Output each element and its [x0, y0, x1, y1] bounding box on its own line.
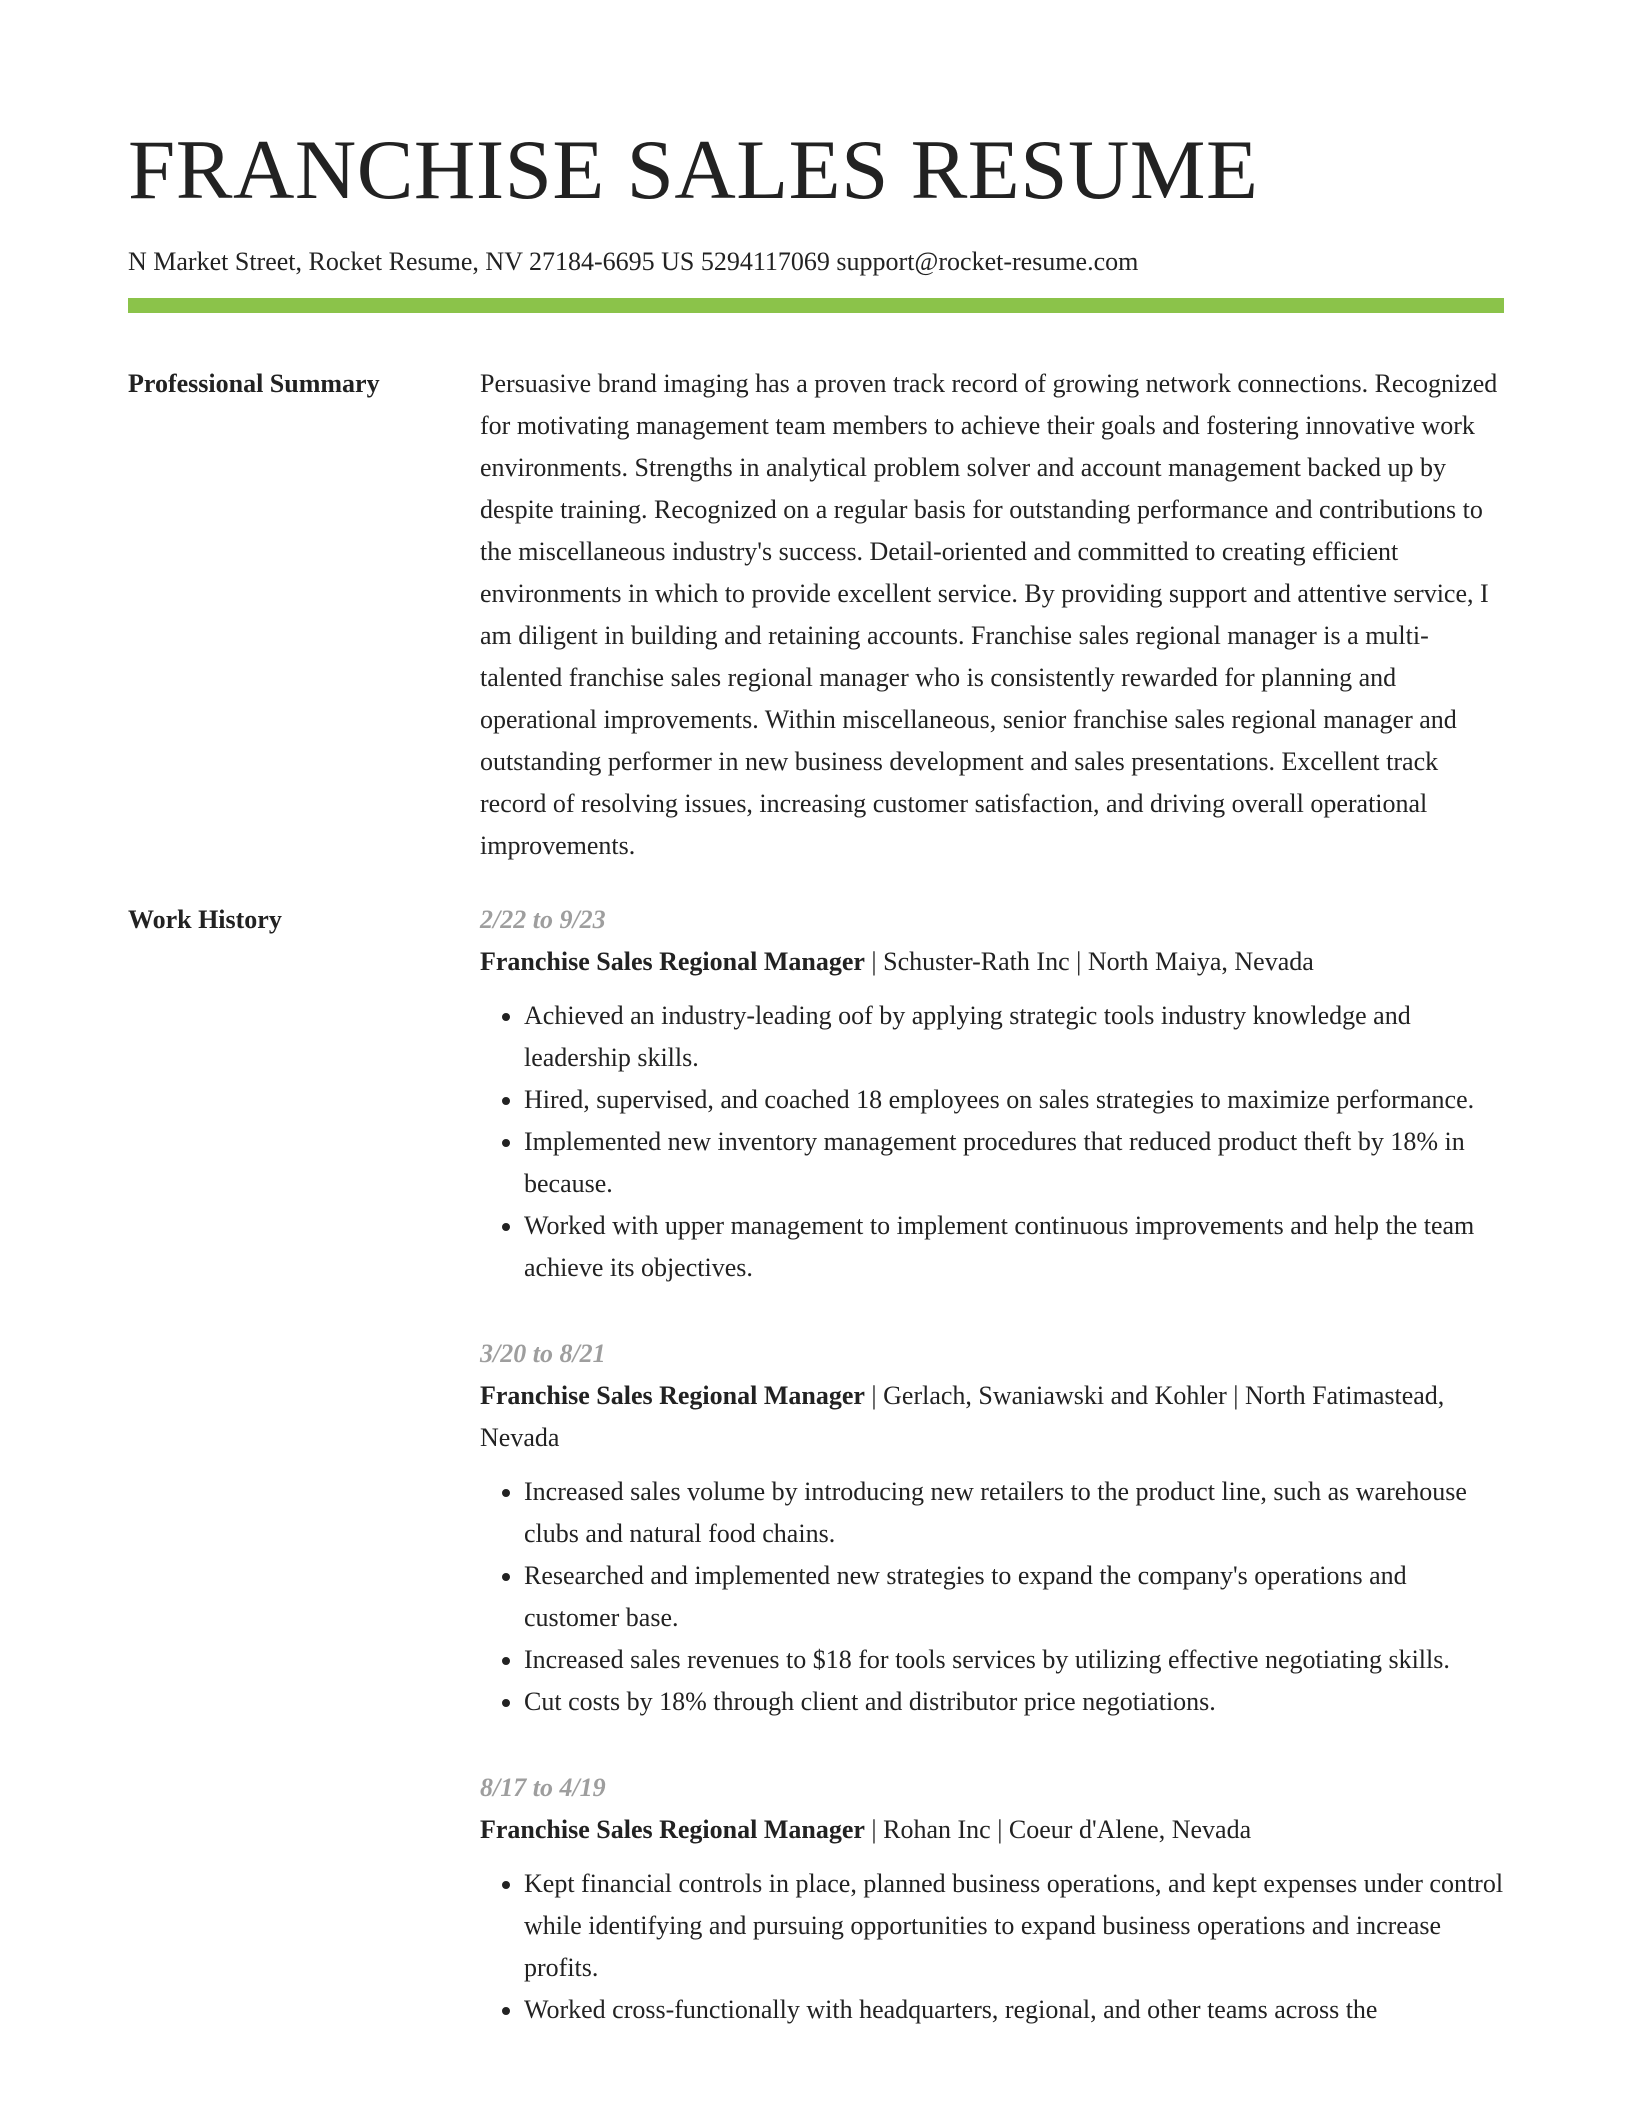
- job-dates: 2/22 to 9/23: [480, 905, 606, 934]
- job-details: | Schuster-Rath Inc | North Maiya, Nevada: [864, 947, 1314, 976]
- job-bullets: [480, 995, 1504, 1289]
- job-bullet: • Achieved an industry-leading oof by applying strategic tools industry knowledge and leadership skills.: [524, 995, 1504, 1079]
- summary-body: [480, 363, 1504, 867]
- job-title: Franchise Sales Regional Manager: [480, 947, 865, 976]
- job-bullet: • Hired, supervised, and coached 18 employees on sales strategies to maximize performance.: [524, 1079, 1504, 1121]
- job-bullets: [480, 1471, 1504, 1723]
- work-history-section: [128, 899, 1504, 2075]
- job-entry: [480, 1767, 1504, 2031]
- resume-page: [128, 0, 1504, 2075]
- job-heading: [480, 1375, 1504, 1459]
- job-bullet: • Cut costs by 18% through client and distributor price negotiations.: [524, 1681, 1504, 1723]
- job-entry: [480, 899, 1504, 1289]
- job-bullet: • Worked with upper management to implement continuous improvements and help the team achieve its objectives.: [524, 1205, 1504, 1289]
- job-title: Franchise Sales Regional Manager: [480, 1381, 865, 1410]
- job-title: Franchise Sales Regional Manager: [480, 1815, 865, 1844]
- job-bullet: • Implemented new inventory management procedures that reduced product theft by 18% in because.: [524, 1121, 1504, 1205]
- header-divider: [128, 298, 1504, 313]
- professional-summary-section: [128, 363, 1504, 867]
- work-history-body: [480, 899, 1504, 2075]
- job-dates: 3/20 to 8/21: [480, 1339, 606, 1368]
- resume-title: FRANCHISE SALES RESUME: [128, 123, 1259, 217]
- job-entry: [480, 1333, 1504, 1723]
- section-label-professional-summary: Professional Summary: [128, 369, 380, 398]
- job-bullet: • Kept financial controls in place, planned business operations, and kept expenses under control while identifying and pursuing opportunities to expand business operations and increase profits.: [524, 1863, 1504, 1989]
- job-details: | Gerlach, Swaniawski and Kohler | North Fatimastead, Nevada: [480, 1381, 1445, 1452]
- job-bullet: • Increased sales revenues to $18 for tools services by utilizing effective negotiating skills.: [524, 1639, 1504, 1681]
- job-details: | Rohan Inc | Coeur d'Alene, Nevada: [864, 1815, 1252, 1844]
- summary-text: Persuasive brand imaging has a proven track record of growing network connections. Recognized for motivating management team members to achieve their goals and fostering innovative work environments. Strengths in analytical problem solver and account management backed up by despite training. Recognized on a regular basis for outstanding performance and contributions to the miscellaneous industry's success. Detail-oriented and committed to creating efficient environments in which to provide excellent service. By providing support and attentive service, I am diligent in building and retaining accounts. Franchise sales regional manager is a multi-talented franchise sales regional manager who is consistently rewarded for planning and operational improvements. Within miscellaneous, senior franchise sales regional manager and outstanding performer in new business development and sales presentations. Excellent track record of resolving issues, increasing customer satisfaction, and driving overall operational improvements.: [480, 369, 1498, 860]
- job-heading: [480, 1809, 1504, 1851]
- job-heading: [480, 941, 1504, 983]
- job-bullet: • Worked cross-functionally with headquarters, regional, and other teams across the: [524, 1989, 1504, 2031]
- section-label-work-history: Work History: [128, 905, 282, 934]
- job-bullet: • Researched and implemented new strategies to expand the company's operations and customer base.: [524, 1555, 1504, 1639]
- contact-info: N Market Street, Rocket Resume, NV 27184-6695 US 5294117069 support@rocket-resume.com: [128, 247, 1139, 276]
- job-dates: 8/17 to 4/19: [480, 1773, 606, 1802]
- job-bullets: [480, 1863, 1504, 2031]
- job-bullet: • Increased sales volume by introducing new retailers to the product line, such as warehouse clubs and natural food chains.: [524, 1471, 1504, 1555]
